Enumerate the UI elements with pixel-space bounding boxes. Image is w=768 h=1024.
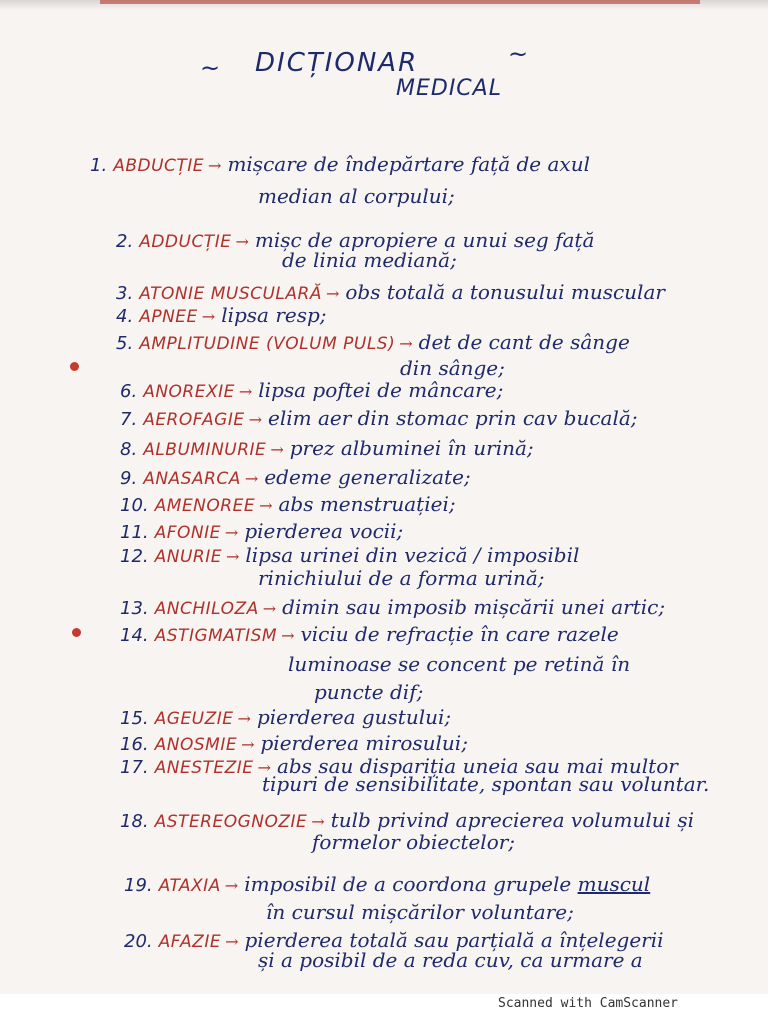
entry-number: 19.	[124, 875, 153, 896]
arrow-icon: →	[226, 547, 240, 566]
arrow-icon: →	[241, 735, 255, 754]
entry-term: APNEE	[139, 307, 198, 327]
entry-19	[124, 872, 650, 896]
entry-number: 9.	[120, 468, 138, 489]
entry-term: ALBUMINURIE	[143, 440, 267, 460]
entry-number: 4.	[116, 306, 134, 327]
entry-number: 10.	[120, 495, 149, 516]
entry-continuation: de linia mediană;	[282, 248, 457, 272]
entry-continuation: în cursul mișcărilor voluntare;	[266, 900, 574, 924]
entry-term: ANASARCA	[143, 469, 241, 489]
entry-definition: lipsa resp;	[221, 303, 327, 327]
entry-term: AFONIE	[154, 523, 221, 543]
arrow-icon: →	[224, 876, 239, 895]
arrow-icon: →	[238, 382, 253, 401]
page-top-edge	[0, 0, 768, 10]
arrow-icon: →	[325, 284, 340, 303]
arrow-icon: →	[281, 626, 295, 645]
entry-definition: edeme generalizate;	[264, 465, 471, 489]
entry-10	[120, 492, 456, 516]
entry-term: ABDUCȚIE	[113, 156, 205, 176]
entry-number: 12.	[120, 546, 149, 567]
entry-definition: mișc de apropiere a unui seg față	[254, 228, 595, 252]
entry-16	[120, 731, 468, 755]
entry-definition: abs menstruației;	[278, 492, 456, 516]
title-line-1: DICȚIONAR	[255, 48, 419, 78]
entry-number: 18.	[120, 811, 149, 832]
entry-9	[120, 465, 471, 489]
entry-number: 17.	[120, 757, 149, 778]
entry-7	[120, 406, 638, 430]
entry-term: AFAZIE	[158, 932, 222, 952]
entry-definition: prez albuminei în urină;	[289, 436, 534, 460]
entry-number: 11.	[120, 522, 149, 543]
entry-term: ANOREXIE	[143, 382, 235, 402]
entry-continuation: rinichiului de a forma urină;	[258, 566, 545, 590]
entry-5	[116, 330, 630, 354]
entry-definition: lipsa urinei din vezică / imposibil	[245, 543, 580, 567]
entry-number: 8.	[120, 439, 138, 460]
entry-6	[120, 378, 503, 402]
arrow-icon: →	[201, 307, 216, 326]
entry-term: ANESTEZIE	[154, 758, 254, 778]
entry-term: AMENOREE	[154, 496, 256, 516]
entry-15	[120, 705, 451, 729]
entry-definition: abs sau dispariția uneia sau mai multor	[276, 754, 678, 778]
entry-term: ANOSMIE	[154, 735, 238, 755]
entry-term: ATAXIA	[158, 876, 221, 896]
entry-definition: det de cant de sânge	[418, 330, 630, 354]
entry-definition: pierderea gustului;	[256, 705, 452, 729]
arrow-icon: →	[270, 440, 284, 459]
entry-12	[120, 543, 579, 567]
entry-definition: pierderea mirosului;	[260, 731, 468, 755]
entry-term: ADDUCȚIE	[139, 232, 232, 252]
entry-definition: viciu de refracție în care razele	[300, 622, 619, 646]
arrow-icon: →	[237, 709, 251, 728]
entry-continuation: și a posibil de a reda cuv, ca urmare a	[258, 948, 643, 972]
entry-14	[120, 622, 619, 646]
margin-dot-marker	[70, 362, 79, 371]
underlined-word: muscul	[577, 872, 651, 896]
arrow-icon: →	[235, 232, 249, 251]
entry-18	[120, 808, 694, 832]
margin-dot-marker	[72, 628, 81, 637]
entry-definition: obs totală a tonusului muscular	[345, 280, 665, 304]
entry-continuation: din sânge;	[400, 356, 505, 380]
entry-number: 20.	[124, 931, 153, 952]
entry-term: ANCHILOZA	[154, 599, 259, 619]
entry-term: AEROFAGIE	[143, 410, 245, 430]
entry-definition: mișcare de îndepărtare față de axul	[227, 152, 590, 176]
entry-term: ASTIGMATISM	[154, 626, 278, 646]
entry-8	[120, 436, 534, 460]
page-title	[200, 40, 540, 110]
arrow-icon: →	[311, 812, 325, 831]
entry-1	[90, 152, 590, 176]
entry-definition: elim aer din stomac prin cav bucală;	[268, 406, 638, 430]
arrow-icon: →	[248, 410, 262, 429]
entry-term: AGEUZIE	[154, 709, 234, 729]
entry-number: 16.	[120, 734, 149, 755]
entry-number: 14.	[120, 625, 149, 646]
arrow-icon: →	[244, 469, 259, 488]
entry-13	[120, 595, 665, 619]
arrow-icon: →	[208, 156, 222, 175]
entry-number: 15.	[120, 708, 149, 729]
entry-definition: dimin sau imposib mișcării unei artic;	[282, 595, 666, 619]
entry-number: 13.	[120, 598, 149, 619]
arrow-icon: →	[262, 599, 277, 618]
arrow-icon: →	[399, 334, 413, 353]
entry-continuation: formelor obiectelor;	[312, 830, 516, 854]
entry-definition: tulb privind aprecierea volumului și	[330, 808, 695, 832]
entry-number: 7.	[120, 409, 138, 430]
entry-continuation: median al corpului;	[258, 184, 455, 208]
entry-term: AMPLITUDINE (VOLUM PULS)	[139, 334, 396, 354]
entry-continuation: luminoase se concent pe retină în	[288, 652, 631, 676]
entry-number: 2.	[116, 231, 134, 252]
entry-number: 5.	[116, 333, 134, 354]
entry-term: ATONIE MUSCULARĂ	[139, 284, 322, 304]
title-tilde-right: ~	[508, 40, 529, 68]
entry-3	[116, 280, 665, 304]
arrow-icon: →	[224, 523, 239, 542]
entry-number: 6.	[120, 381, 138, 402]
title-line-2: MEDICAL	[396, 76, 502, 101]
entry-number: 1.	[90, 155, 108, 176]
entry-definition: pierderea vocii;	[244, 519, 404, 543]
binder-strip	[100, 0, 700, 4]
arrow-icon: →	[225, 932, 239, 951]
title-tilde-left: ~	[200, 54, 221, 82]
arrow-icon: →	[259, 496, 273, 515]
entry-term: ANURIE	[154, 547, 222, 567]
entry-continuation: puncte dif;	[314, 680, 424, 704]
entry-continuation: tipuri de sensibilitate, spontan sau voluntar.	[262, 772, 710, 796]
entry-definition: pierderea totală sau parțială a înțelegerii	[244, 928, 664, 952]
entry-term: ASTEREOGNOZIE	[154, 812, 308, 832]
arrow-icon: →	[257, 758, 271, 777]
entry-definition: imposibil de a coordona grupele muscul	[244, 872, 651, 896]
entry-number: 3.	[116, 283, 134, 304]
scanner-watermark: Scanned with CamScanner	[498, 996, 679, 1011]
entry-4	[116, 303, 327, 327]
entry-definition: lipsa poftei de mâncare;	[258, 378, 504, 402]
entry-11	[120, 519, 403, 543]
